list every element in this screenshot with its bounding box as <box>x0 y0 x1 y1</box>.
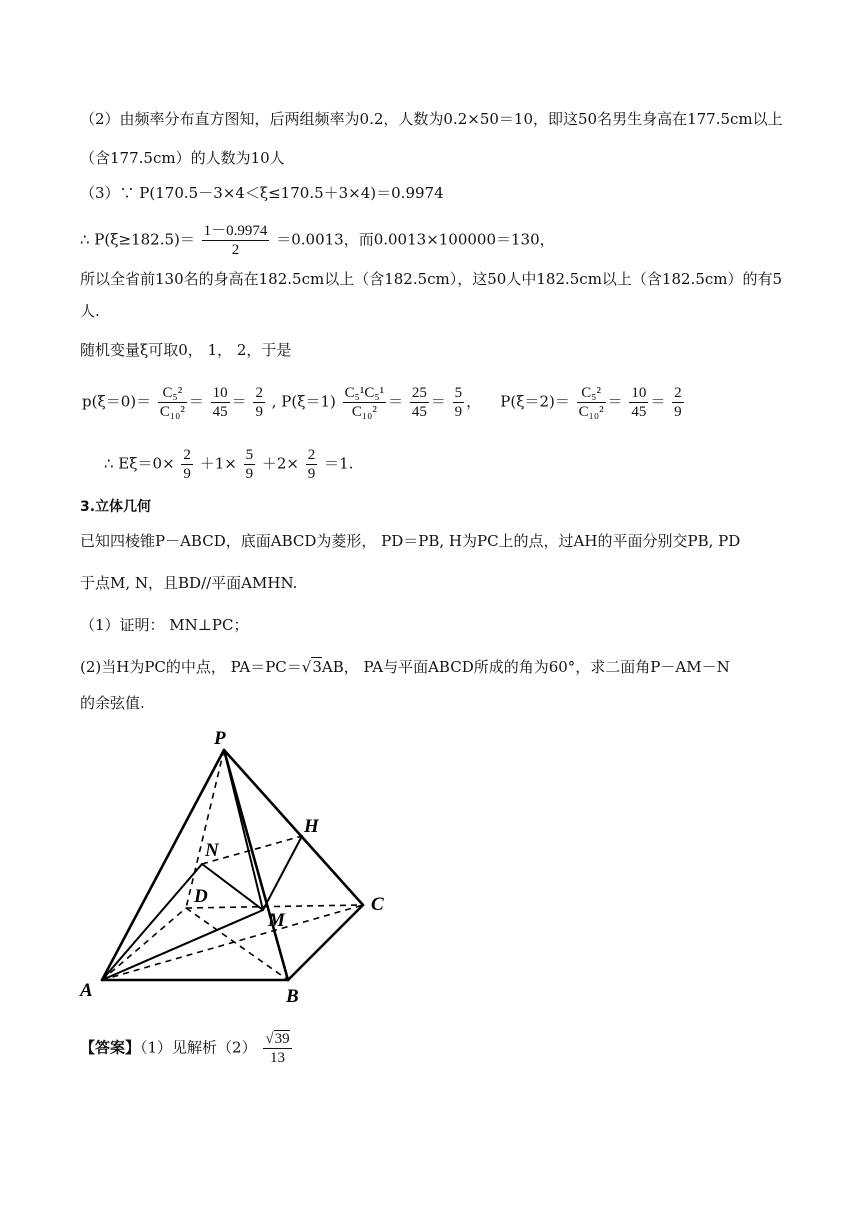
prob-182-post: ＝0.0013，而0.0013×100000＝130， <box>276 230 555 249</box>
edge-pd-hidden <box>186 750 224 908</box>
part3-line4: 人. <box>80 302 100 320</box>
label-h: H <box>304 816 319 837</box>
fraction: $\frac{25}{45}$ <box>411 385 427 420</box>
fraction: $\frac{√39}{13}$ <box>265 1031 290 1066</box>
part2-line2: （含177.5cm）的人数为10人 <box>80 149 285 167</box>
problem-line1: 已知四棱锥P－ABCD，底面ABCD为菱形， PD＝PB, H为PC上的点，过AH的平面分别交PB, PD <box>80 532 741 550</box>
expectation: ∴ Eξ＝0× $\frac{2}{9}$ ＋1× $\frac{5}{9}$ ＋2× $\frac{2}{9}$ ＝1. <box>104 447 354 482</box>
problem-line2: 于点M, N，且BD//平面AMHN. <box>80 574 298 592</box>
edge-pa <box>102 750 224 980</box>
answer-text: （1）见解析（2） <box>140 1038 257 1057</box>
section-heading: 3.立体几何 <box>80 499 152 515</box>
label-b: B <box>286 986 299 1007</box>
pyramid-figure <box>78 728 414 1010</box>
fraction: $\frac{\text{C₅¹C₅¹}}{\text{C₁₀²}}$ <box>344 385 385 420</box>
fraction: $\frac{2}{9}$ <box>255 385 263 420</box>
question-2: (2)当H为PC的中点， PA＝PC＝√3AB， PA与平面ABCD所成的角为60°，求二面角P－AM－N <box>80 658 730 676</box>
fraction: $\frac{1-0.9974}{2}$ <box>203 223 268 258</box>
fraction: $\frac{10}{45}$ <box>631 385 647 420</box>
part2-line1: （2）由频率分布直方图知，后两组频率为0.2，人数为0.2×50＝10，即这50名男生身高在177.5cm以上 <box>80 110 783 128</box>
segment-an <box>102 864 202 980</box>
prob-distribution: p(ξ＝0)＝ $\frac{\text{C₅²}}{\text{C₁₀²}}$ ＝ $\frac{10}{45}$ ＝ $\frac{2}{9}$ , P(ξ＝1) $\frac{\text{C₅¹C₅¹}}{\text{C₁₀²}}$ ＝ $\frac{25}{45}$ ＝ $\frac{5}{9}$ ， P(ξ＝2)＝ $\frac{\text{C₅²}}{\text{C₁₀²}}$ ＝ $\frac{10}{45}$ ＝ $\frac{2}{9}$ <box>82 385 682 420</box>
fraction: $\frac{\text{C₅²}}{\text{C₁₀²}}$ <box>578 385 604 420</box>
segment-am <box>102 910 263 980</box>
fraction: $\frac{10}{45}$ <box>212 385 228 420</box>
fraction: $\frac{2}{9}$ <box>674 385 682 420</box>
label-a: A <box>80 980 93 1001</box>
fraction: $\frac{5}{9}$ <box>245 447 254 482</box>
answer-line <box>80 1030 294 1067</box>
fraction: $\frac{5}{9}$ <box>454 385 463 420</box>
segment-mh <box>263 836 302 910</box>
question-2-line2: 的余弦值. <box>80 694 145 712</box>
label-d: D <box>194 886 208 907</box>
fraction: $\frac{2}{9}$ <box>307 447 316 482</box>
part3-line5: 随机变量ξ可取0， 1， 2，于是 <box>80 341 292 359</box>
answer-label: 【答案】 <box>80 1038 141 1057</box>
fraction: $\frac{2}{9}$ <box>183 447 191 482</box>
label-c: C <box>371 894 384 915</box>
label-n: N <box>205 840 219 861</box>
prob-182-pre: ∴ P(ξ≥182.5)＝ <box>80 230 195 249</box>
fraction: $\frac{\text{C₅²}}{\text{C₁₀²}}$ <box>159 385 185 420</box>
edge-ad-hidden <box>102 908 186 980</box>
label-p: P <box>214 728 226 749</box>
edge-dc-hidden <box>186 905 363 908</box>
question-1: （1）证明： MN⊥PC； <box>80 616 249 634</box>
part3-line3: 所以全省前130名的身高在182.5cm以上（含182.5cm），这50人中182.5cm以上（含182.5cm）的有5 <box>80 270 783 288</box>
part3-line1: （3）∵ P(170.5－3×4＜ξ≤170.5＋3×4)＝0.9974 <box>80 184 444 202</box>
part3-line2 <box>80 222 782 259</box>
label-m: M <box>268 910 285 931</box>
